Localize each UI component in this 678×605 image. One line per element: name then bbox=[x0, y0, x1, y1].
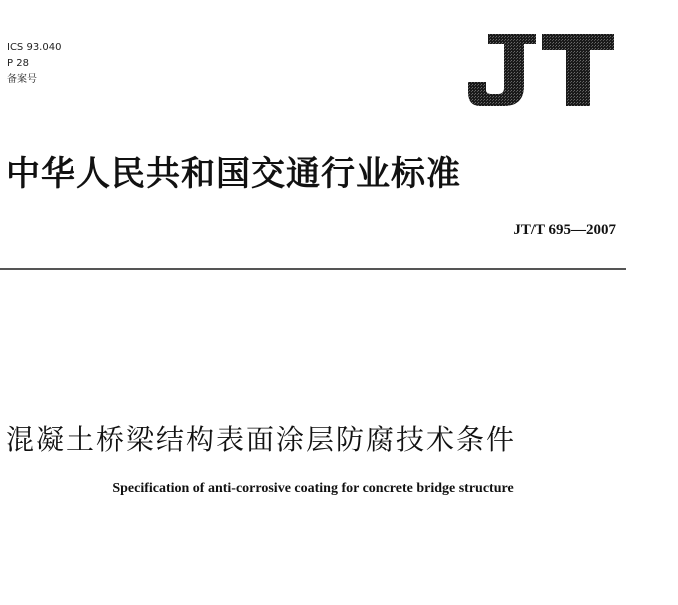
issuer-title: 中华人民共和国交通行业标准 bbox=[6, 154, 461, 194]
classification-block bbox=[7, 40, 61, 88]
jt-logo bbox=[466, 30, 616, 110]
document-title-chinese: 混凝土桥梁结构表面涂层防腐技术条件 bbox=[6, 423, 517, 456]
horizontal-rule bbox=[0, 268, 626, 270]
ics-code: ICS 93.040 bbox=[7, 42, 62, 53]
classification-code: P 28 bbox=[7, 58, 29, 69]
document-title-english: Specification of anti-corrosive coating for concrete bridge structure bbox=[112, 481, 514, 496]
record-number-label: 备案号 bbox=[7, 74, 37, 85]
standard-number: JT/T 695—2007 bbox=[513, 222, 616, 238]
